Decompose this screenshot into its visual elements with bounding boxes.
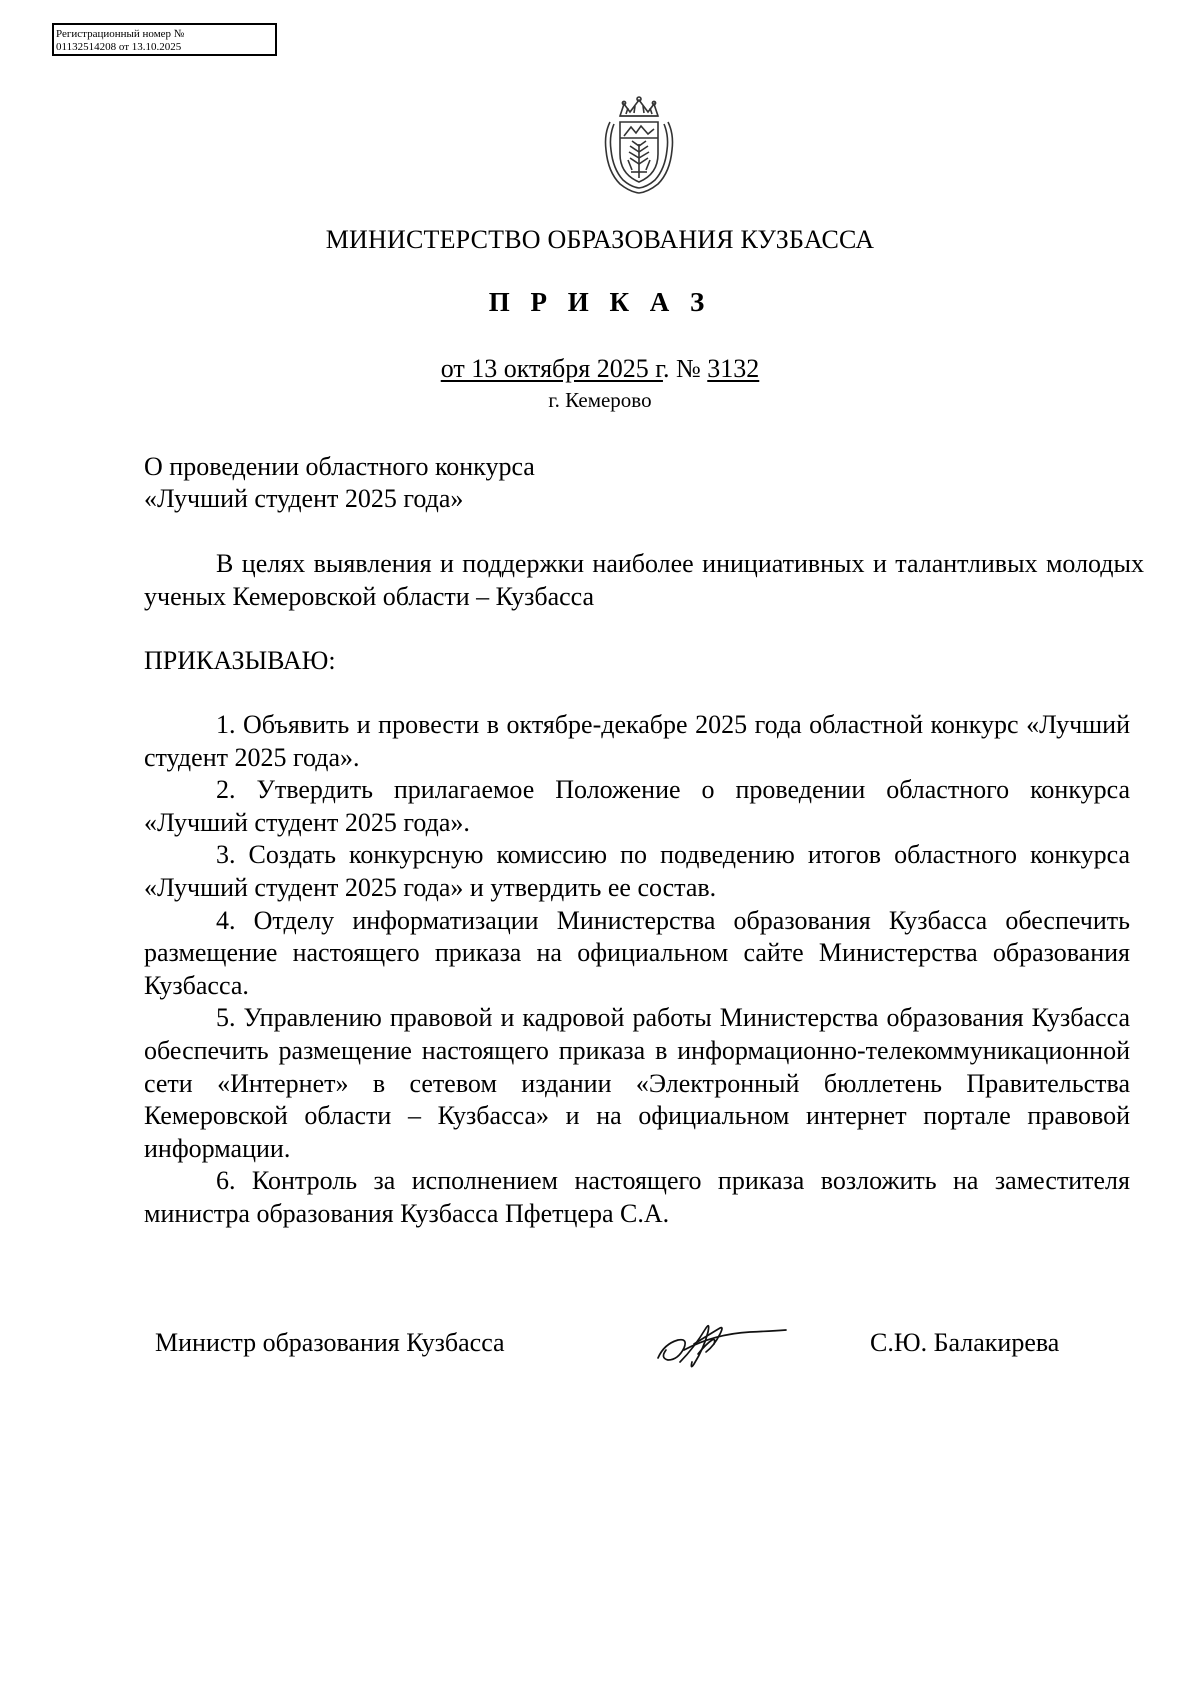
preamble [144, 548, 1144, 613]
order-subject [144, 451, 535, 515]
registration-label: Регистрационный номер № [56, 28, 185, 40]
order-items [144, 709, 1130, 1231]
order-number: 3132 [707, 354, 760, 383]
order-item-2: 2. Утвердить прилагаемое Положение о проведении областного конкурса «Лучший студент 2025 года». [144, 775, 1130, 837]
number-sign: . № [662, 354, 708, 383]
subject-line-2: «Лучший студент 2025 года» [144, 484, 464, 513]
order-item-4: 4. Отделу информатизации Министерства образования Кузбасса обеспечить размещение настоящего приказа на официальном сайте Министерства образования Кузбасса. [144, 905, 1130, 1000]
order-date: от 13 октября 2025 г [440, 354, 663, 383]
registration-stamp [52, 23, 277, 56]
order-item-5: 5. Управлению правовой и кадровой работы Министерства образования Кузбасса обеспечить размещение настоящего приказа в информационно-телекоммуникационной сети «Интернет» в сетевом издании «Электронный бюллетень Правительства Кемеровской области – Кузбасса» и на официальном интернет портале правовой информации. [144, 1003, 1130, 1163]
ministry-title: МИНИСТЕРСТВО ОБРАЗОВАНИЯ КУЗБАССА [325, 225, 875, 254]
handwritten-signature-icon [654, 1314, 788, 1372]
preamble-text: В целях выявления и поддержки наиболее инициативных и талантливых молодых ученых Кемеровской области – Кузбасса [144, 549, 1144, 611]
document-type: П Р И К А З [488, 287, 712, 317]
subject-line-1: О проведении областного конкурса [144, 452, 535, 481]
signatory-position: Министр образования Кузбасса [155, 1328, 505, 1357]
directive-heading: ПРИКАЗЫВАЮ: [144, 646, 336, 675]
order-date-number [0, 354, 1200, 384]
city: г. Кемерово [548, 388, 652, 412]
order-item-3: 3. Создать конкурсную комиссию по подведению итогов областного конкурса «Лучший студент 2025 года» и утвердить ее состав. [144, 840, 1130, 902]
signatory-name: С.Ю. Балакирева [870, 1328, 1060, 1357]
order-item-1: 1. Объявить и провести в октябре-декабре 2025 года областной конкурс «Лучший студент 2025 года». [144, 710, 1130, 772]
order-item-6: 6. Контроль за исполнением настоящего приказа возложить на заместителя министра образования Кузбасса Пфетцера С.А. [144, 1166, 1130, 1228]
coat-of-arms-icon [598, 94, 680, 194]
registration-number: 01132514208 от 13.10.2025 [56, 41, 182, 53]
